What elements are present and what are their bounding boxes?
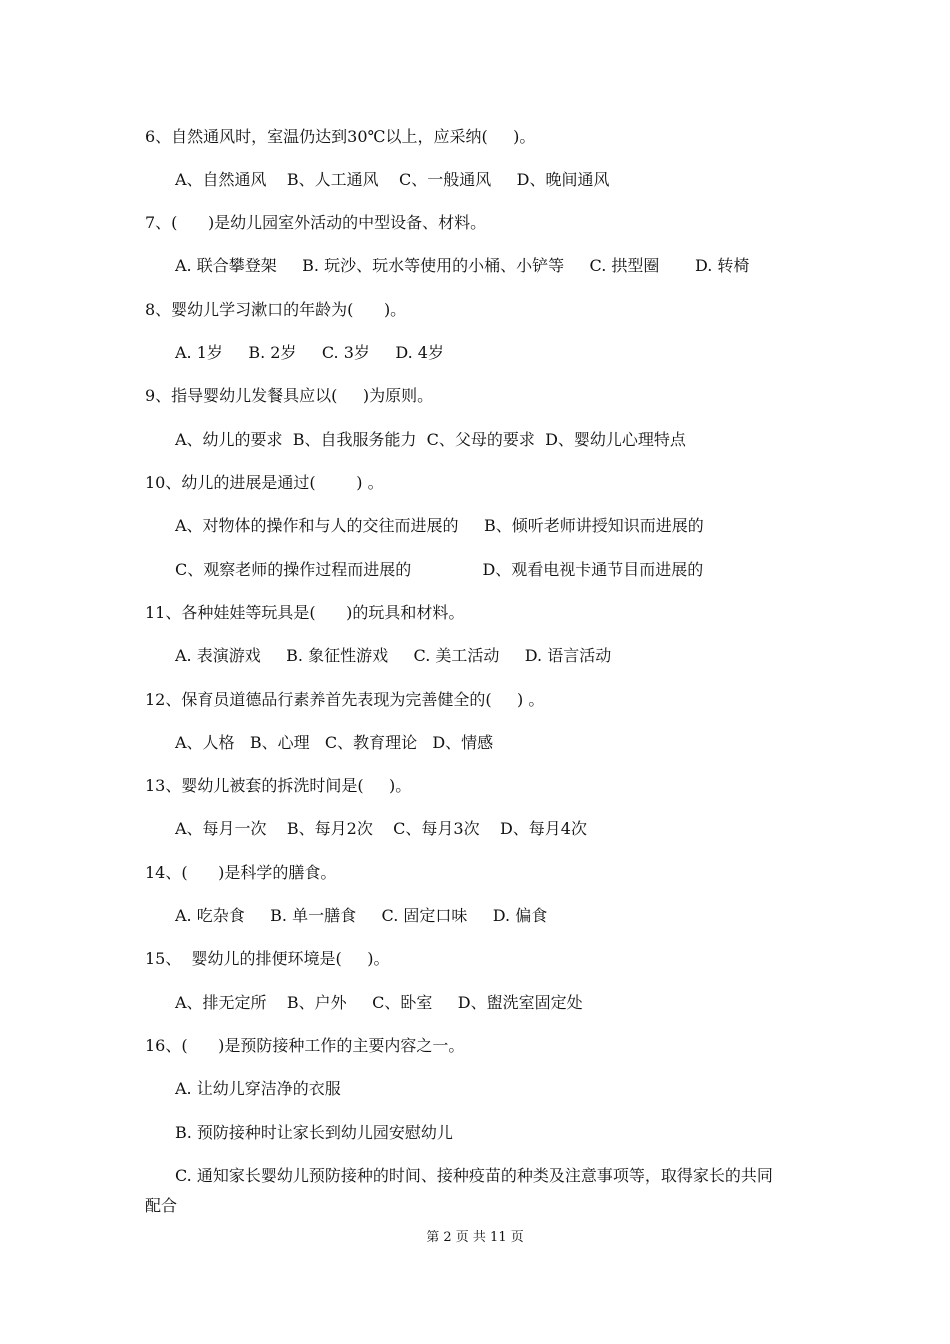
question-10-options-row-1: A、对物体的操作和与人的交往而进展的 B、倾听老师讲授知识而进展的 [175,516,704,535]
question-9-stem: 9、指导婴幼儿发餐具应以( )为原则。 [145,386,434,405]
question-6-options: A、自然通风 B、人工通风 C、一般通风 D、晚间通风 [175,170,610,189]
question-12-options: A、人格 B、心理 C、教育理论 D、情感 [175,733,494,752]
question-11-options: A. 表演游戏 B. 象征性游戏 C. 美工活动 D. 语言活动 [175,646,612,665]
page-footer: 第 2 页 共 11 页 [426,1230,524,1245]
question-10-stem: 10、幼儿的进展是通过( ) 。 [145,473,384,492]
question-15-options: A、排无定所 B、户外 C、卧室 D、盥洗室固定处 [175,993,583,1012]
question-13-stem: 13、婴幼儿被套的拆洗时间是( )。 [145,776,412,795]
question-16-stem: 16、( )是预防接种工作的主要内容之一。 [145,1036,465,1055]
question-16-option-c: C. 通知家长婴幼儿预防接种的时间、接种疫苗的种类及注意事项等，取得家长的共同 [175,1166,773,1185]
question-16-option-a: A. 让幼儿穿洁净的衣服 [175,1079,341,1098]
question-11-stem: 11、各种娃娃等玩具是( )的玩具和材料。 [145,603,465,622]
question-9-options: A、幼儿的要求 B、自我服务能力 C、父母的要求 D、婴幼儿心理特点 [175,430,686,449]
question-7-options: A. 联合攀登架 B. 玩沙、玩水等使用的小桶、小铲等 C. 拱型圈 D. 转椅 [175,256,750,275]
question-14-stem: 14、( )是科学的膳食。 [145,863,337,882]
question-6-stem: 6、自然通风时，室温仍达到30℃以上，应采纳( )。 [145,127,536,146]
question-12-stem: 12、保育员道德品行素养首先表现为完善健全的( ) 。 [145,690,545,709]
question-16-option-b: B. 预防接种时让家长到幼儿园安慰幼儿 [175,1123,453,1142]
question-7-stem: 7、( )是幼儿园室外活动的中型设备、材料。 [145,213,487,232]
question-15-stem: 15、 婴幼儿的排便环境是( )。 [145,949,390,968]
question-10-options-row-2: C、观察老师的操作过程而进展的 D、观看电视卡通节目而进展的 [175,560,704,579]
question-16-option-c-continuation: 配合 [145,1196,178,1215]
question-14-options: A. 吃杂食 B. 单一膳食 C. 固定口味 D. 偏食 [175,906,548,925]
question-13-options: A、每月一次 B、每月2次 C、每月3次 D、每月4次 [175,819,587,838]
question-8-options: A. 1岁 B. 2岁 C. 3岁 D. 4岁 [175,343,444,362]
question-8-stem: 8、婴幼儿学习漱口的年龄为( )。 [145,300,407,319]
